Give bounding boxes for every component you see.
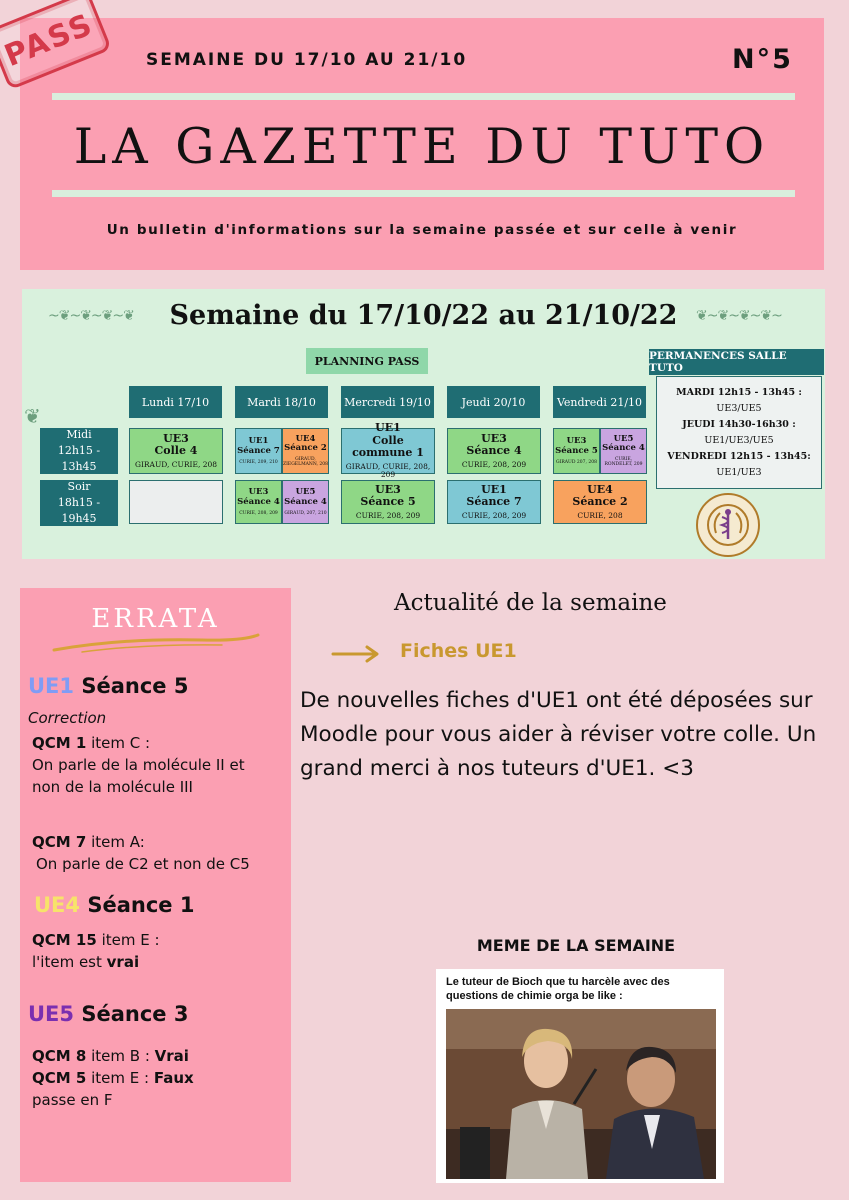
issue-number: N°5 [732,44,793,75]
cell-session: Colle commune 1 [352,433,424,460]
qcm-text: non de la molécule III [32,778,193,796]
cell-rooms: CURIE, 208, 209 [461,510,527,520]
cell-mardi-soir-ue5 [282,480,329,524]
cell-session: Séance 7 [237,445,280,456]
day-header-mardi: Mardi 18/10 [235,386,328,418]
day-header-lundi: Lundi 17/10 [129,386,222,418]
qcm-verdict: Faux [153,1069,194,1087]
cell-mercredi-midi [341,420,435,480]
newsletter-title: LA GAZETTE DU TUTO [73,118,771,175]
cell-mercredi-soir [341,480,435,524]
cell-jeudi-soir [447,480,541,524]
divider-top [52,93,795,100]
slot-name: Midi [66,428,92,441]
qcm-text: On parle de C2 et non de C5 [36,855,250,873]
qcm-item: item A: [86,833,145,851]
cell-session: Séance 4 [284,496,327,507]
cell-ue: UE3 [566,436,587,447]
news-subtitle: Fiches UE1 [400,640,517,662]
cell-ue: UE5 [613,433,634,444]
cell-rooms: GIRAUD, CURIE, 208 [134,459,218,469]
meme-title: MEME DE LA SEMAINE [476,936,676,955]
day-header-vendredi: Vendredi 21/10 [553,386,646,418]
cell-ue: UE5 [295,487,316,498]
slot-header-soir [40,480,118,526]
pass-stamp: PASS [0,0,112,90]
cell-session: Séance 4 [237,496,280,507]
cell-ue: UE4 [587,482,613,496]
cell-session: Colle 4 [154,444,198,458]
week-label: SEMAINE DU 17/10 AU 21/10 [146,50,468,70]
qcm-text: l'item est [32,953,107,971]
cell-session: Séance 2 [572,495,628,509]
permanence-what: UE3/UE5 [716,403,762,414]
qcm-verdict: vrai [106,953,140,971]
qcm-item: item C : [86,734,151,752]
cell-rooms: CURIE, 208, 209 [461,459,527,469]
slot-time: 18h15 - 19h45 [57,496,101,525]
qcm-item: item E : [96,931,160,949]
qcm-item: item E : [86,1069,154,1087]
cell-session: Séance 2 [284,443,327,454]
cell-ue: UE3 [481,431,507,445]
ue-tag: UE1 [28,674,75,698]
qcm-verdict: Vrai [154,1047,189,1065]
ue-tag: UE4 [34,893,81,917]
meme-image [436,969,724,1183]
session-label: Séance 3 [81,1002,189,1026]
errata-ue4-heading [34,893,194,917]
qcm-label: QCM 7 [32,833,87,851]
cell-ue: UE1 [248,436,269,447]
cell-lundi-midi [129,428,223,474]
cell-rooms: GIRAUD, ZIEGELMANN, 208 [283,457,328,468]
planning-title: Semaine du 17/10/22 au 21/10/22 [169,300,678,331]
cell-vendredi-midi-ue5 [600,428,647,474]
cell-rooms: GIRAUD, 207, 210 [284,510,327,516]
qcm-label: QCM 1 [32,734,87,752]
permanence-what: UE1/UE3/UE5 [704,435,774,446]
cell-rooms: GIRAUD, CURIE, 208, 209 [345,461,431,480]
vine-decoration-right: ❦~❦~❦~❦~ [696,308,782,324]
session-label: Séance 5 [81,674,189,698]
errata-ue1-heading [28,674,188,698]
news-title: Actualité de la semaine [394,590,667,616]
errata-note: passe en F [32,1091,113,1109]
cell-rooms: CURIE, RONDELET, 209 [604,457,643,468]
errata-qcm7 [32,831,250,875]
qcm-text: On parle de la molécule II et [32,756,245,774]
day-header-jeudi: Jeudi 20/10 [447,386,540,418]
cell-vendredi-midi-ue3 [553,428,600,474]
permanence-when: MARDI 12h15 - 13h45 : [676,387,802,398]
cell-session: Séance 7 [466,495,522,509]
qcm-label: QCM 5 [32,1069,87,1087]
meme-photo [446,1009,716,1179]
day-header-mercredi: Mercredi 19/10 [341,386,434,418]
cell-mardi-midi-ue1 [235,428,282,474]
newsletter-subtitle: Un bulletin d'informations sur la semaine passée et sur celle à venir [106,222,738,238]
qcm-item: item B : [86,1047,155,1065]
cell-rooms: CURIE, 209, 210 [239,459,278,465]
qcm-label: QCM 8 [32,1047,87,1065]
correction-label: Correction [28,709,107,727]
leaf-decoration: ❦ [24,404,40,428]
errata-title: ERRATA [91,604,220,634]
tutorat-logo-icon [696,493,760,557]
planning-pass-label: PLANNING PASS [306,348,428,374]
permanence-when: VENDREDI 12h15 - 13h45: [667,451,811,462]
cell-session: Séance 4 [466,444,522,458]
cell-session: Séance 5 [360,495,416,509]
cell-mardi-midi-ue4 [282,428,329,474]
cell-rooms: CURIE, 208, 209 [355,510,421,520]
caduceus-icon [706,503,750,547]
cell-ue: UE3 [375,482,401,496]
errata-ue5-items [32,1045,194,1111]
cell-ue: UE4 [295,433,316,444]
divider-bottom [52,190,795,197]
permanences-header: PERMANENCES SALLE TUTO [649,349,824,375]
cell-ue: UE3 [248,487,269,498]
slot-name: Soir [67,480,91,493]
cell-session: Séance 4 [602,443,645,454]
vine-decoration-left: ~❦~❦~❦~❦ [48,308,134,324]
cell-ue: UE1 [481,482,507,496]
meme-caption: Le tuteur de Bioch que tu harcèle avec des questions de chimie orga be like : [446,976,670,1002]
session-label: Séance 1 [87,893,195,917]
errata-ue5-heading [28,1002,188,1026]
ue-tag: UE5 [28,1002,75,1026]
permanence-what: UE1/UE3 [716,467,762,478]
cell-session: Séance 5 [555,445,598,456]
permanences-box [656,376,822,489]
cell-vendredi-soir [553,480,647,524]
cell-lundi-soir-empty [129,480,223,524]
cell-jeudi-midi [447,428,541,474]
cell-ue: UE3 [163,431,189,445]
arrow-right-icon [331,644,383,664]
news-body: De nouvelles fiches d'UE1 ont été déposées sur Moodle pour vous aider à réviser votre colle. Un grand merci à nos tuteurs d'UE1. <3 [300,688,817,781]
cell-rooms: CURIE, 208 [577,510,623,520]
cell-rooms: GIRAUD 207, 208 [556,459,597,465]
qcm-label: QCM 15 [32,931,97,949]
cell-rooms: CURIE, 208, 209 [239,510,278,516]
swoosh-decoration [52,632,262,654]
slot-header-midi [40,428,118,474]
errata-qcm1 [32,732,245,798]
cell-mardi-soir-ue3 [235,480,282,524]
permanence-when: JEUDI 14h30-16h30 : [682,419,796,430]
cell-ue: UE1 [375,420,401,434]
slot-time: 12h15 - 13h45 [57,444,101,473]
errata-qcm15 [32,929,160,973]
